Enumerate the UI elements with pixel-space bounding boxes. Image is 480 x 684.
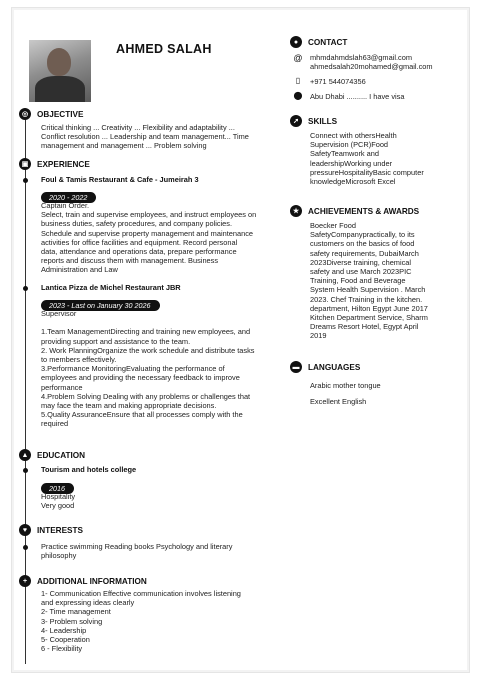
job-company: Lantica Pizza de Michel Restaurant JBR — [41, 283, 181, 292]
trophy-icon: ★ — [290, 205, 302, 217]
heart-icon: ♥ — [19, 524, 31, 536]
graduation-cap-icon: ▲ — [19, 449, 31, 461]
target-icon: ◎ — [19, 108, 31, 120]
achievements-heading: ★ ACHIEVEMENTS & AWARDS — [290, 205, 419, 217]
profile-photo — [29, 40, 91, 102]
languages-heading: ▬ LANGUAGES — [290, 361, 360, 373]
experience-heading: ▣ EXPERIENCE — [19, 158, 90, 170]
speech-bubble-icon: ▬ — [290, 361, 302, 373]
additional-info-text: 1- Communication Effective communication involves listening and expressing ideas clearly 2- Time management 3- Problem solving 4- Leadership 5- Cooperation 6 - Flexibility — [41, 589, 241, 654]
job-description: Captain Order. Select, train and supervise employees, and instruct employees on business duties, safety procedures, and company policies. Schedule and supervise property management and maintenance activities for office facilities and equipment. Record personal data, attendance and operations data, prepare performance reports and discuss them with management. Business Administration and Law — [41, 201, 257, 275]
skills-heading: ➚ SKILLS — [290, 115, 337, 127]
location-pin-icon: ⬤ — [293, 91, 303, 100]
language-item: Excellent English — [310, 397, 367, 406]
email-link[interactable]: mhmdahmdslah63@gmail.com — [310, 53, 412, 62]
rocket-icon: ➚ — [290, 115, 302, 127]
contact-phone: +971 544074356 — [310, 77, 366, 86]
candidate-name: AHMED SALAH — [116, 42, 212, 56]
person-icon: ● — [290, 36, 302, 48]
interests-text: Practice swimming Reading books Psychology and literary philosophy — [41, 542, 233, 561]
briefcase-icon: ▣ — [19, 158, 31, 170]
phone-icon: ▯ — [295, 76, 301, 85]
language-item: Arabic mother tongue — [310, 381, 381, 390]
interests-heading: ♥ INTERESTS — [19, 524, 83, 536]
at-sign-icon: @ — [293, 53, 303, 63]
job-company: Foul & Tamis Restaurant & Cafe - Jumeirah 3 — [41, 175, 199, 184]
timeline-dot — [23, 286, 28, 291]
contact-emails — [310, 54, 450, 71]
contact-heading: ● CONTACT — [290, 36, 347, 48]
job-dates-badge: 2023 - Last on January 30 2026 — [41, 295, 160, 313]
email-link[interactable]: ahmedsalah20mohamed@gmail.com — [310, 61, 433, 71]
education-details: Hospitality Very good — [41, 492, 76, 511]
achievements-text: Boecker Food SafetyCompanypractically, to its customers on the basics of food safety requirements, DubaiMarch 2023Diverse training, chemical safety and use March 2023PIC Training, Food and Beverage System Health Supervision . March 2023. Chef Training in the kitchen. department, Hilton Egypt June 2017 Kitchen Department Service, Sharm Dreams Resort Hotel, Egypt April 2019 — [310, 221, 428, 341]
education-school: Tourism and hotels college — [41, 465, 137, 474]
job-dates-badge: 2020 - 2022 — [41, 187, 96, 205]
education-year-badge: 2016 — [41, 478, 74, 496]
skills-text: Connect with othersHealth Supervision (PCR)Food SafetyTeamwork and leadershipWorking under pressureHospitalityBasic computer knowledgeMicrosoft Excel — [310, 131, 424, 187]
timeline-dot — [23, 178, 28, 183]
languages-list — [310, 378, 450, 410]
timeline-dot — [23, 468, 28, 473]
plus-icon: + — [19, 575, 31, 587]
job-description: Supervisor 1.Team ManagementDirecting and training new employees, and providing support and assistance to the team. 2. Work PlanningOrganize the work schedule and distribute tasks to members effectively. 3.Performance MonitoringEvaluating the performance of employees and providing the necessary feedback to improve performance 4.Problem Solving Dealing with any problems or challenges that may face the team and making appropriate decisions. 5.Quality AssuranceEnsure that all processes comply with the required — [41, 309, 255, 429]
objective-text: Critical thinking ... Creativity ... Flexibility and adaptability ... Conflict resolution ... Leadership and team management... Time management and management ... Problem solving — [41, 123, 249, 151]
objective-heading: ◎ OBJECTIVE — [19, 108, 83, 120]
contact-location: Abu Dhabi .......... I have visa — [310, 92, 405, 101]
additional-info-heading: + ADDITIONAL INFORMATION — [19, 575, 147, 587]
education-heading: ▲ EDUCATION — [19, 449, 85, 461]
timeline-dot — [23, 545, 28, 550]
